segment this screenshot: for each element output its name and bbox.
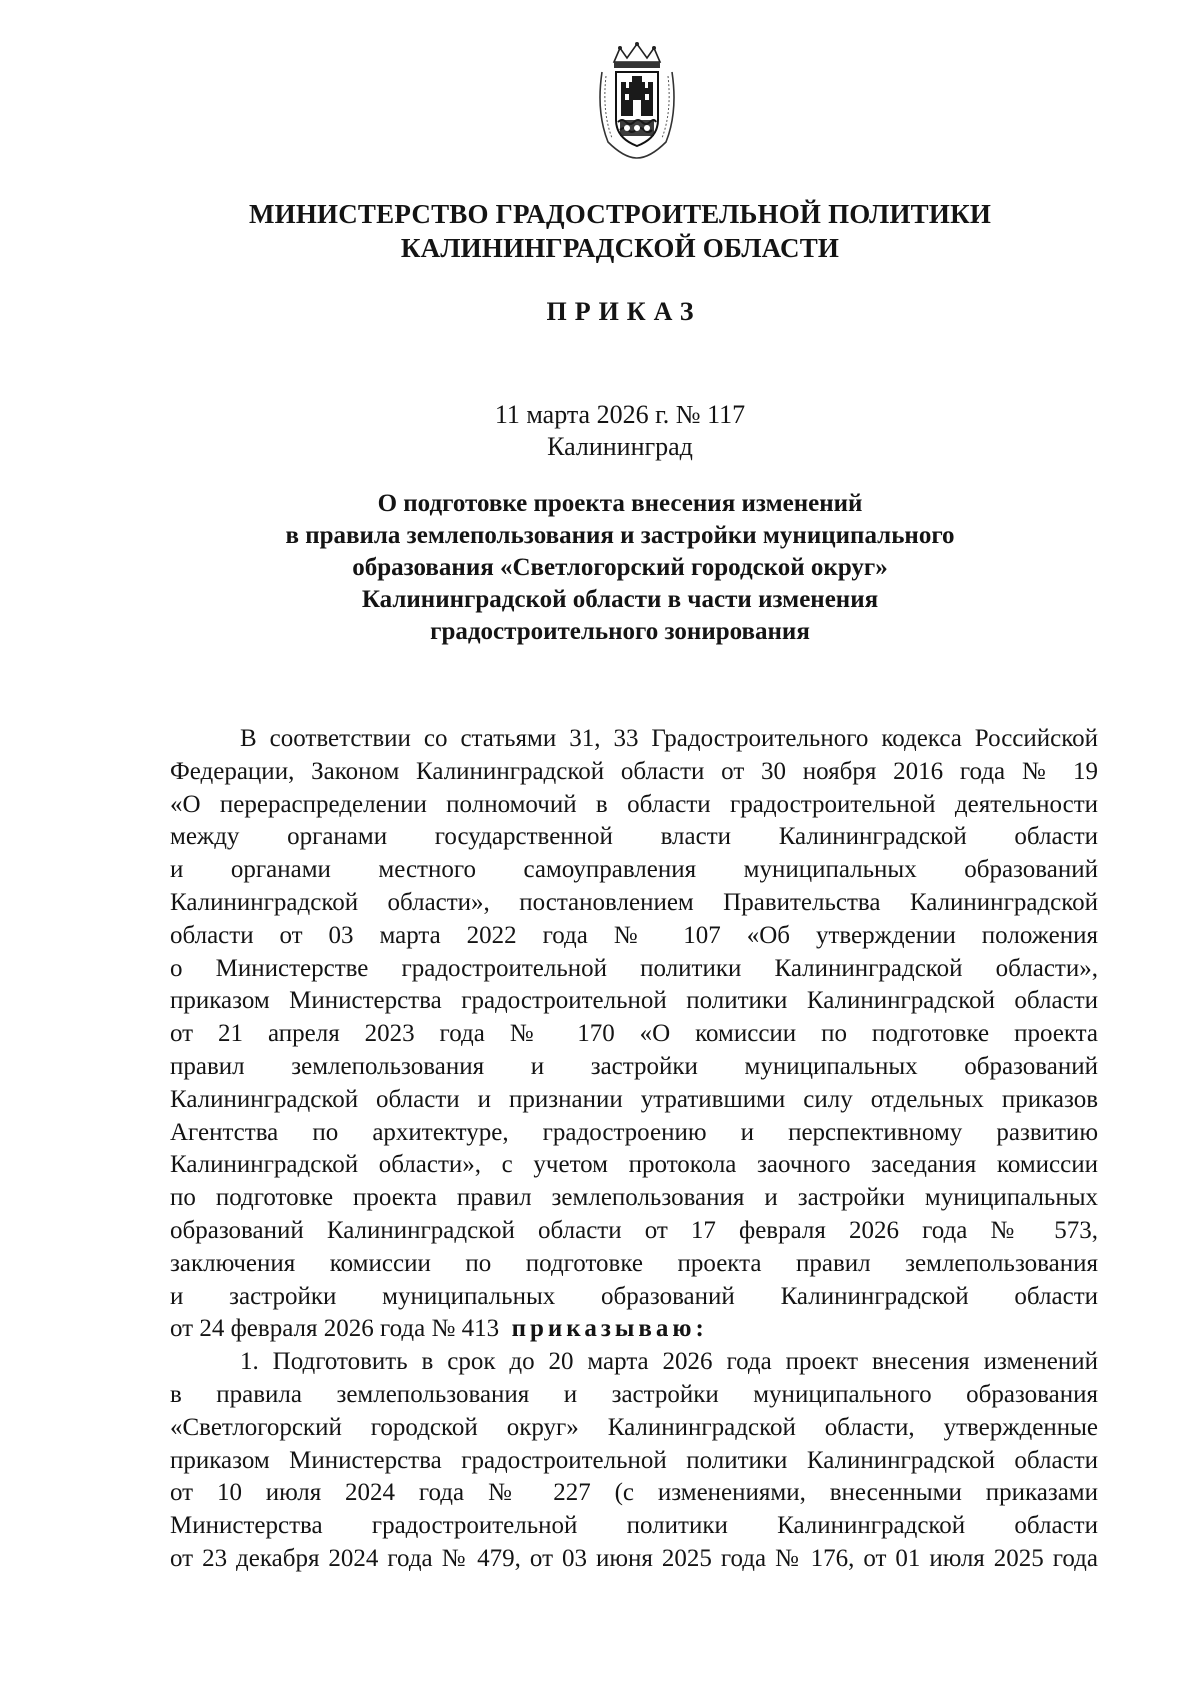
body-line: Калининградской области», с учетом протокола заочного заседания комиссии (170, 1151, 1098, 1179)
body-line: Федерации, Законом Калининградской области от 30 ноября 2016 года № 19 (170, 757, 1098, 785)
body-line: «О перераспределении полномочий в области градостроительной деятельности (170, 790, 1098, 818)
body-line-order (170, 1313, 1098, 1346)
body-line: правил землепользования и застройки муниципальных образований (170, 1052, 1098, 1080)
body-line: Агентства по архитектуре, градостроению и перспективному развитию (170, 1118, 1098, 1146)
body-line-text: от 24 февраля 2026 года № 413 (170, 1315, 500, 1343)
document-body (170, 723, 1098, 1576)
body-line: «Светлогорский городской округ» Калининградской области, утвержденные (170, 1413, 1098, 1441)
ministry-name-line2: КАЛИНИНГРАДСКОЙ ОБЛАСТИ (400, 233, 840, 263)
body-line: приказом Министерства градостроительной политики Калининградской области (170, 987, 1098, 1015)
title-line: О подготовке проекта внесения изменений (377, 490, 863, 517)
body-line: области от 03 марта 2022 года № 107 «Об утверждении положения (170, 921, 1098, 949)
body-line: между органами государственной власти Калининградской области (170, 823, 1098, 851)
order-verb: приказываю: (511, 1315, 708, 1343)
document-title (160, 488, 1080, 648)
body-line: образований Калининградской области от 17 февраля 2026 года № 573, (170, 1216, 1098, 1244)
body-line: от 23 декабря 2024 года № 479, от 03 июня 2025 года № 176, от 01 июля 2025 года (170, 1544, 1098, 1572)
body-line: и органами местного самоуправления муниципальных образований (170, 856, 1098, 884)
title-line: образования «Светлогорский городской округ» (352, 554, 888, 581)
body-line: о Министерстве градостроительной политики Калининградской области», (170, 954, 1098, 982)
body-line: Министерства градостроительной политики Калининградской области (170, 1512, 1098, 1540)
body-line: и застройки муниципальных образований Калининградской области (170, 1282, 1098, 1310)
body-line: заключения комиссии по подготовке проекта правил землепользования (170, 1249, 1098, 1277)
body-line: в правила землепользования и застройки муниципального образования (170, 1380, 1098, 1408)
body-line: от 21 апреля 2023 года № 170 «О комиссии по подготовке проекта (170, 1020, 1098, 1048)
title-line: Калининградской области в части изменения (361, 586, 879, 613)
body-line: 1. Подготовить в срок до 20 марта 2026 года проект внесения изменений (240, 1348, 1098, 1376)
title-line: градостроительного зонирования (430, 618, 810, 645)
body-line: приказом Министерства градостроительной политики Калининградской области (170, 1446, 1098, 1474)
body-line: по подготовке проекта правил землепользования и застройки муниципальных (170, 1184, 1098, 1212)
body-line: В соответствии со статьями 31, 33 Градостроительного кодекса Российской (240, 725, 1098, 752)
body-line: от 10 июля 2024 года № 227 (с изменениями, внесенными приказами (170, 1479, 1098, 1507)
body-line: Калининградской области», постановлением Правительства Калининградской (170, 888, 1098, 916)
city: Калининград (547, 432, 693, 461)
document-type: ПРИКАЗ (546, 297, 702, 326)
coat-of-arms-icon (594, 42, 680, 160)
body-line: Калининградской области и признании утратившими силу отдельных приказов (170, 1085, 1098, 1113)
ministry-name-line1: МИНИСТЕРСТВО ГРАДОСТРОИТЕЛЬНОЙ ПОЛИТИКИ (248, 199, 992, 229)
title-line: в правила землепользования и застройки муниципального (285, 522, 955, 549)
date-number: 11 марта 2026 г. № 117 (494, 400, 746, 429)
